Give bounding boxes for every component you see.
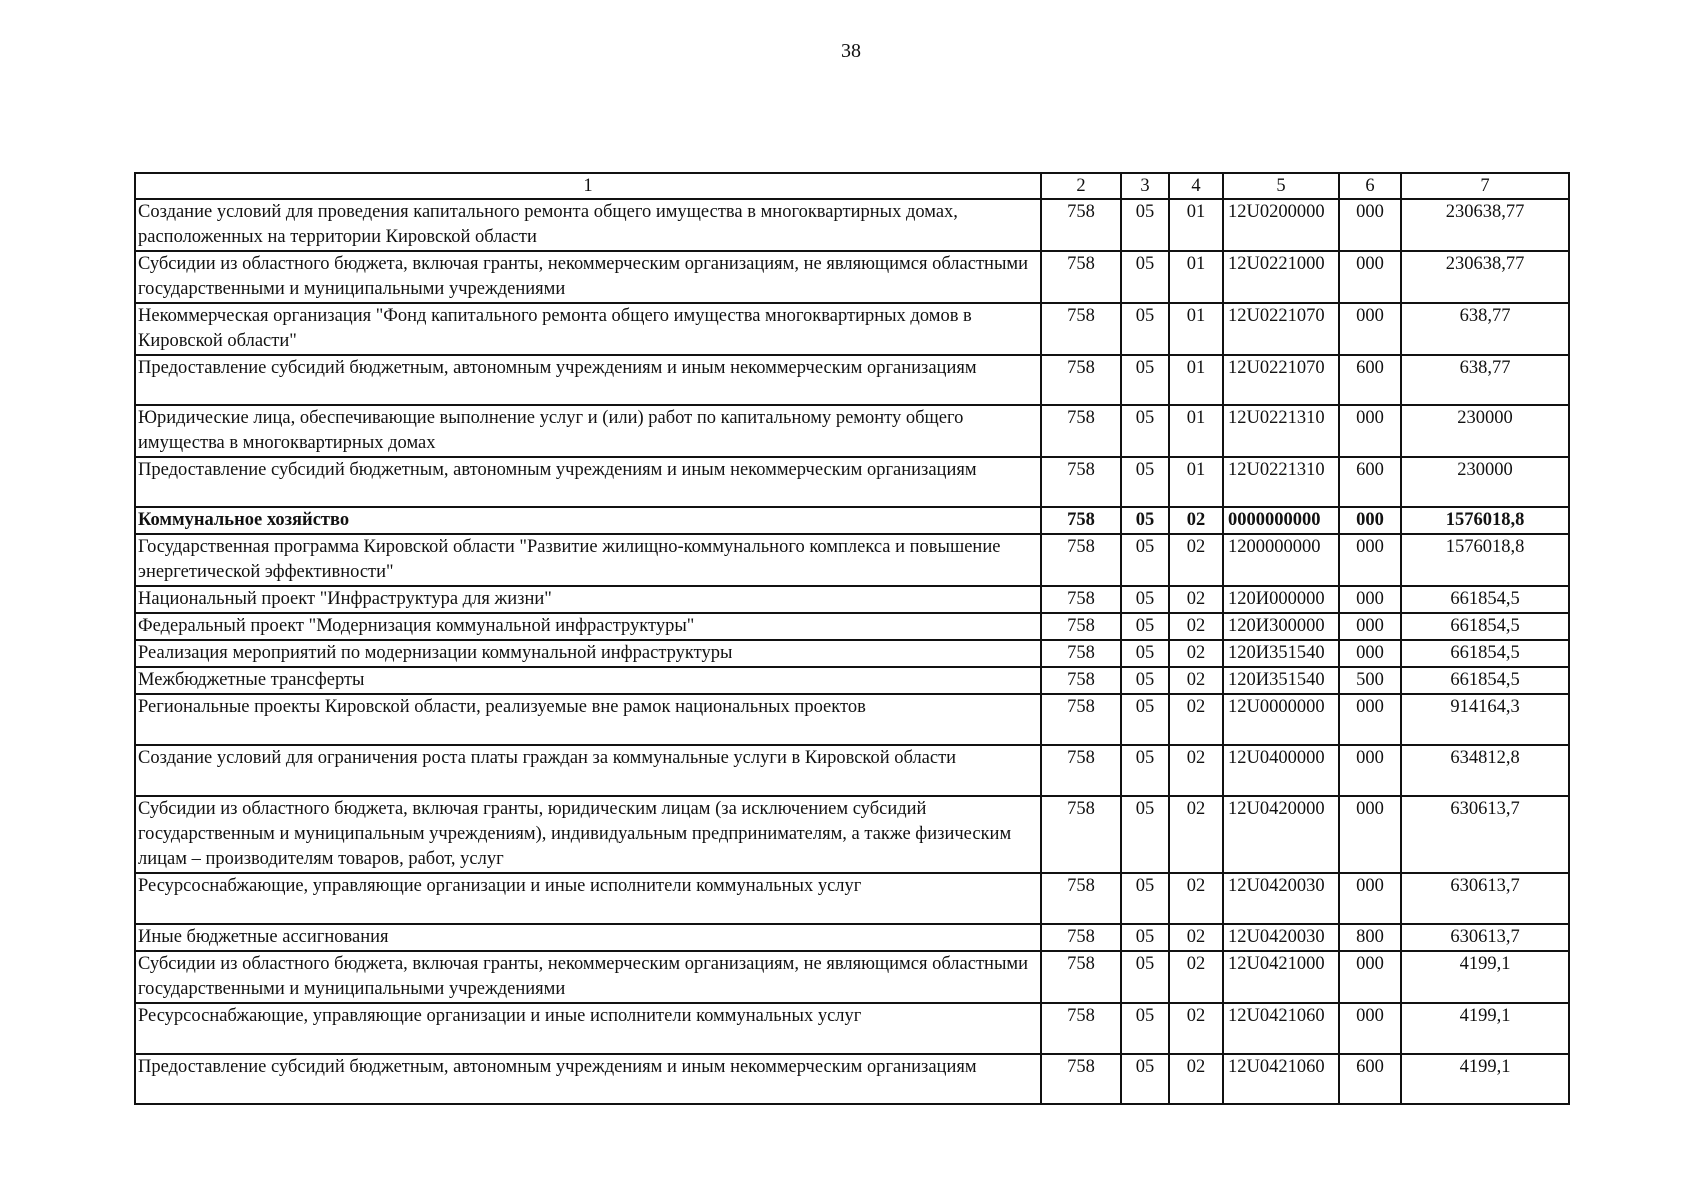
row-amount-cell: 230638,77: [1401, 199, 1569, 251]
table-row: [135, 694, 1569, 745]
row-name-cell: Предоставление субсидий бюджетным, автономным учреждениям и иным некоммерческим организациям: [135, 457, 1041, 507]
row-code-2-cell: 758: [1041, 507, 1121, 534]
table-row: [135, 745, 1569, 796]
row-code-6-cell: 000: [1339, 586, 1401, 613]
table-row: [135, 534, 1569, 586]
row-code-3-cell: 05: [1121, 951, 1169, 1003]
table-row: [135, 1054, 1569, 1104]
table-row: [135, 586, 1569, 613]
table-row: [135, 507, 1569, 534]
row-code-3-cell: 05: [1121, 251, 1169, 303]
row-code-4-cell: 01: [1169, 405, 1223, 457]
row-code-3-cell: 05: [1121, 1003, 1169, 1054]
row-amount-cell: 1576018,8: [1401, 507, 1569, 534]
row-amount-cell: 230638,77: [1401, 251, 1569, 303]
row-amount-cell: 230000: [1401, 457, 1569, 507]
row-code-5-cell: 12U0221310: [1223, 405, 1339, 457]
table-row: [135, 796, 1569, 873]
table-row: [135, 251, 1569, 303]
row-code-6-cell: 000: [1339, 303, 1401, 355]
row-amount-cell: 4199,1: [1401, 1003, 1569, 1054]
row-code-5-cell: 12U0400000: [1223, 745, 1339, 796]
row-code-2-cell: 758: [1041, 303, 1121, 355]
row-amount-cell: 634812,8: [1401, 745, 1569, 796]
row-code-2-cell: 758: [1041, 745, 1121, 796]
row-code-3-cell: 05: [1121, 355, 1169, 405]
row-code-6-cell: 000: [1339, 873, 1401, 924]
row-code-2-cell: 758: [1041, 586, 1121, 613]
row-amount-cell: 914164,3: [1401, 694, 1569, 745]
row-code-4-cell: 02: [1169, 924, 1223, 951]
row-code-4-cell: 01: [1169, 355, 1223, 405]
table-row: [135, 613, 1569, 640]
row-code-2-cell: 758: [1041, 199, 1121, 251]
table-row: [135, 457, 1569, 507]
row-amount-cell: 638,77: [1401, 303, 1569, 355]
row-code-6-cell: 000: [1339, 251, 1401, 303]
column-header: 3: [1121, 173, 1169, 199]
row-name-cell: Некоммерческая организация "Фонд капитального ремонта общего имущества многоквартирных домов в Кировской области": [135, 303, 1041, 355]
row-code-5-cell: 12U0221070: [1223, 355, 1339, 405]
row-code-4-cell: 01: [1169, 251, 1223, 303]
row-code-6-cell: 000: [1339, 534, 1401, 586]
row-code-5-cell: 12U0421060: [1223, 1003, 1339, 1054]
row-name-cell: Субсидии из областного бюджета, включая гранты, некоммерческим организациям, не являющимся областными государственными и муниципальными учреждениями: [135, 251, 1041, 303]
row-code-2-cell: 758: [1041, 640, 1121, 667]
row-code-5-cell: 120И300000: [1223, 613, 1339, 640]
row-code-2-cell: 758: [1041, 796, 1121, 873]
row-code-3-cell: 05: [1121, 303, 1169, 355]
table-row: [135, 303, 1569, 355]
row-name-cell: Ресурсоснабжающие, управляющие организации и иные исполнители коммунальных услуг: [135, 1003, 1041, 1054]
row-code-6-cell: 000: [1339, 613, 1401, 640]
row-code-2-cell: 758: [1041, 694, 1121, 745]
row-code-4-cell: 02: [1169, 951, 1223, 1003]
row-code-5-cell: 12U0421060: [1223, 1054, 1339, 1104]
table-row: [135, 405, 1569, 457]
row-code-4-cell: 02: [1169, 507, 1223, 534]
row-amount-cell: 1576018,8: [1401, 534, 1569, 586]
row-amount-cell: 638,77: [1401, 355, 1569, 405]
row-code-5-cell: 12U0420000: [1223, 796, 1339, 873]
table-row: [135, 1003, 1569, 1054]
table-row: [135, 640, 1569, 667]
table-row: [135, 873, 1569, 924]
column-header: 5: [1223, 173, 1339, 199]
row-code-2-cell: 758: [1041, 355, 1121, 405]
row-code-4-cell: 01: [1169, 457, 1223, 507]
column-header: 1: [135, 173, 1041, 199]
row-code-3-cell: 05: [1121, 873, 1169, 924]
row-name-cell: Коммунальное хозяйство: [135, 507, 1041, 534]
row-code-6-cell: 000: [1339, 796, 1401, 873]
row-code-5-cell: 12U0200000: [1223, 199, 1339, 251]
row-code-5-cell: 12U0221070: [1223, 303, 1339, 355]
row-name-cell: Региональные проекты Кировской области, реализуемые вне рамок национальных проектов: [135, 694, 1041, 745]
row-code-6-cell: 800: [1339, 924, 1401, 951]
row-code-3-cell: 05: [1121, 745, 1169, 796]
row-code-5-cell: 120И351540: [1223, 640, 1339, 667]
row-code-6-cell: 000: [1339, 640, 1401, 667]
row-code-4-cell: 02: [1169, 640, 1223, 667]
row-code-3-cell: 05: [1121, 199, 1169, 251]
row-code-3-cell: 05: [1121, 640, 1169, 667]
row-code-5-cell: 120И000000: [1223, 586, 1339, 613]
row-amount-cell: 661854,5: [1401, 613, 1569, 640]
row-code-3-cell: 05: [1121, 694, 1169, 745]
row-code-4-cell: 02: [1169, 745, 1223, 796]
row-code-6-cell: 600: [1339, 457, 1401, 507]
row-amount-cell: 661854,5: [1401, 640, 1569, 667]
row-amount-cell: 230000: [1401, 405, 1569, 457]
row-name-cell: Ресурсоснабжающие, управляющие организации и иные исполнители коммунальных услуг: [135, 873, 1041, 924]
row-name-cell: Создание условий для ограничения роста платы граждан за коммунальные услуги в Кировской области: [135, 745, 1041, 796]
row-code-2-cell: 758: [1041, 924, 1121, 951]
row-amount-cell: 4199,1: [1401, 1054, 1569, 1104]
row-name-cell: Федеральный проект "Модернизация коммунальной инфраструктуры": [135, 613, 1041, 640]
row-code-2-cell: 758: [1041, 1003, 1121, 1054]
row-code-6-cell: 000: [1339, 1003, 1401, 1054]
row-code-4-cell: 01: [1169, 303, 1223, 355]
page-number: 38: [841, 40, 861, 62]
row-code-4-cell: 02: [1169, 534, 1223, 586]
table-row: [135, 355, 1569, 405]
row-code-6-cell: 000: [1339, 199, 1401, 251]
row-code-6-cell: 500: [1339, 667, 1401, 694]
row-name-cell: Реализация мероприятий по модернизации коммунальной инфраструктуры: [135, 640, 1041, 667]
row-code-4-cell: 02: [1169, 667, 1223, 694]
column-header: 2: [1041, 173, 1121, 199]
row-code-6-cell: 600: [1339, 1054, 1401, 1104]
row-code-2-cell: 758: [1041, 873, 1121, 924]
row-name-cell: Субсидии из областного бюджета, включая гранты, юридическим лицам (за исключением субсидий государственным и муниципальным учреждениям), индивидуальным предпринимателям, а также физическим лицам – производителям товаров, работ, услуг: [135, 796, 1041, 873]
row-code-4-cell: 02: [1169, 873, 1223, 924]
row-name-cell: Национальный проект "Инфраструктура для жизни": [135, 586, 1041, 613]
row-code-3-cell: 05: [1121, 457, 1169, 507]
row-amount-cell: 630613,7: [1401, 873, 1569, 924]
row-code-6-cell: 600: [1339, 355, 1401, 405]
row-code-3-cell: 05: [1121, 1054, 1169, 1104]
row-amount-cell: 661854,5: [1401, 667, 1569, 694]
row-code-3-cell: 05: [1121, 667, 1169, 694]
row-code-6-cell: 000: [1339, 507, 1401, 534]
row-name-cell: Создание условий для проведения капитального ремонта общего имущества в многоквартирных домах, расположенных на территории Кировской области: [135, 199, 1041, 251]
row-code-4-cell: 02: [1169, 796, 1223, 873]
column-header: 6: [1339, 173, 1401, 199]
row-amount-cell: 4199,1: [1401, 951, 1569, 1003]
row-code-3-cell: 05: [1121, 924, 1169, 951]
row-code-2-cell: 758: [1041, 667, 1121, 694]
row-code-5-cell: 12U0421000: [1223, 951, 1339, 1003]
row-amount-cell: 661854,5: [1401, 586, 1569, 613]
table-header-row: [135, 173, 1569, 199]
budget-table: [134, 172, 1570, 1105]
row-code-5-cell: 12U0221000: [1223, 251, 1339, 303]
row-name-cell: Государственная программа Кировской области "Развитие жилищно-коммунального комплекса и повышение энергетической эффективности": [135, 534, 1041, 586]
row-name-cell: Субсидии из областного бюджета, включая гранты, некоммерческим организациям, не являющимся областными государственными и муниципальными учреждениями: [135, 951, 1041, 1003]
table-row: [135, 199, 1569, 251]
row-code-6-cell: 000: [1339, 694, 1401, 745]
row-code-4-cell: 02: [1169, 613, 1223, 640]
row-code-3-cell: 05: [1121, 507, 1169, 534]
row-code-4-cell: 01: [1169, 199, 1223, 251]
row-code-3-cell: 05: [1121, 405, 1169, 457]
row-code-2-cell: 758: [1041, 1054, 1121, 1104]
row-code-3-cell: 05: [1121, 534, 1169, 586]
row-amount-cell: 630613,7: [1401, 796, 1569, 873]
row-code-5-cell: 12U0000000: [1223, 694, 1339, 745]
row-name-cell: Юридические лица, обеспечивающие выполнение услуг и (или) работ по капитальному ремонту общего имущества в многоквартирных домах: [135, 405, 1041, 457]
table-row: [135, 951, 1569, 1003]
row-code-6-cell: 000: [1339, 951, 1401, 1003]
row-amount-cell: 630613,7: [1401, 924, 1569, 951]
row-code-5-cell: 1200000000: [1223, 534, 1339, 586]
row-code-5-cell: 120И351540: [1223, 667, 1339, 694]
row-code-5-cell: 12U0420030: [1223, 924, 1339, 951]
table-row: [135, 667, 1569, 694]
row-code-4-cell: 02: [1169, 694, 1223, 745]
row-name-cell: Предоставление субсидий бюджетным, автономным учреждениям и иным некоммерческим организациям: [135, 355, 1041, 405]
row-code-2-cell: 758: [1041, 534, 1121, 586]
row-name-cell: Предоставление субсидий бюджетным, автономным учреждениям и иным некоммерческим организациям: [135, 1054, 1041, 1104]
row-code-5-cell: 0000000000: [1223, 507, 1339, 534]
row-code-4-cell: 02: [1169, 1003, 1223, 1054]
row-code-2-cell: 758: [1041, 613, 1121, 640]
row-name-cell: Межбюджетные трансферты: [135, 667, 1041, 694]
table-row: [135, 924, 1569, 951]
row-code-2-cell: 758: [1041, 251, 1121, 303]
row-name-cell: Иные бюджетные ассигнования: [135, 924, 1041, 951]
row-code-3-cell: 05: [1121, 613, 1169, 640]
row-code-3-cell: 05: [1121, 586, 1169, 613]
row-code-5-cell: 12U0221310: [1223, 457, 1339, 507]
row-code-4-cell: 02: [1169, 586, 1223, 613]
row-code-4-cell: 02: [1169, 1054, 1223, 1104]
row-code-5-cell: 12U0420030: [1223, 873, 1339, 924]
row-code-2-cell: 758: [1041, 457, 1121, 507]
row-code-6-cell: 000: [1339, 745, 1401, 796]
row-code-2-cell: 758: [1041, 951, 1121, 1003]
row-code-6-cell: 000: [1339, 405, 1401, 457]
column-header: 4: [1169, 173, 1223, 199]
column-header: 7: [1401, 173, 1569, 199]
row-code-2-cell: 758: [1041, 405, 1121, 457]
row-code-3-cell: 05: [1121, 796, 1169, 873]
